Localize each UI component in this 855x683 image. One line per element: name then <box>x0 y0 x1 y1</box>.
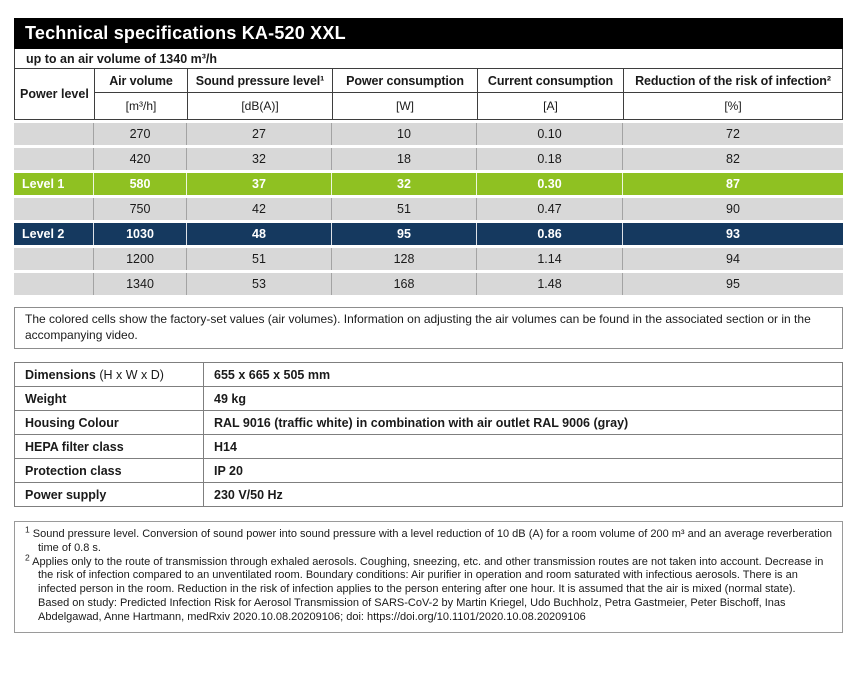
table-row <box>14 198 843 220</box>
detail-value: RAL 9016 (traffic white) in combination with air outlet RAL 9006 (gray) <box>204 411 843 435</box>
value-cell: 48 <box>187 223 332 245</box>
note-box <box>14 307 843 349</box>
column-header: Air volume <box>95 69 188 93</box>
value-cell: 0.18 <box>477 148 623 170</box>
performance-table <box>14 69 843 295</box>
value-cell: 42 <box>187 198 332 220</box>
power-level-cell <box>14 198 94 220</box>
subtitle-row <box>14 49 843 69</box>
details-table <box>14 362 843 507</box>
value-cell: 18 <box>332 148 477 170</box>
footnote-marker: 2 <box>25 551 30 562</box>
value-cell: 27 <box>187 123 332 145</box>
value-cell: 270 <box>94 123 187 145</box>
detail-row <box>15 363 843 387</box>
table-row <box>14 123 843 145</box>
detail-value: 655 x 665 x 505 mm <box>204 363 843 387</box>
unit-cell: [%] <box>624 93 843 120</box>
detail-label-text: HEPA filter class <box>25 439 124 454</box>
value-cell: 10 <box>332 123 477 145</box>
power-level-cell <box>14 273 94 295</box>
footnotes-box <box>14 521 843 633</box>
value-cell: 53 <box>187 273 332 295</box>
power-level-cell: Level 1 <box>14 173 94 195</box>
detail-label <box>15 411 204 435</box>
performance-table-body <box>14 123 843 295</box>
value-cell: 51 <box>187 248 332 270</box>
column-header: Power consumption <box>333 69 478 93</box>
value-cell: 51 <box>332 198 477 220</box>
unit-cell: [A] <box>478 93 624 120</box>
detail-row <box>15 387 843 411</box>
value-cell: 95 <box>332 223 477 245</box>
detail-row <box>15 483 843 507</box>
detail-value: IP 20 <box>204 459 843 483</box>
value-cell: 128 <box>332 248 477 270</box>
column-header: Current consumption <box>478 69 624 93</box>
detail-value: H14 <box>204 435 843 459</box>
value-cell: 1.14 <box>477 248 623 270</box>
value-cell: 95 <box>726 277 740 291</box>
footnote-reference: Based on study: Predicted Infection Risk for Aerosol Transmission of SARS-CoV-2 by Martin Kriegel, Udo Buchholz, Petra Gastmeier, Peter Bischoff, Inas Abdelgawad, Anne Hartmann, medRxiv 2020.10.08.20209106; doi: https://doi.org/10.1101/2020.10.08.20209106 <box>38 596 786 623</box>
detail-label <box>15 387 204 411</box>
detail-label <box>15 483 204 507</box>
detail-row <box>15 411 843 435</box>
table-row <box>14 248 843 270</box>
value-cell: 32 <box>332 173 477 195</box>
detail-value: 49 kg <box>204 387 843 411</box>
detail-label-text: Protection class <box>25 463 122 478</box>
value-cell: 90 <box>726 202 740 216</box>
detail-row <box>15 459 843 483</box>
value-cell: 0.30 <box>477 173 623 195</box>
value-cell: 1030 <box>94 223 187 245</box>
detail-label-text: Weight <box>25 391 67 406</box>
value-cell: 93 <box>726 227 740 241</box>
column-header: Sound pressure level¹ <box>188 69 333 93</box>
power-level-cell: Level 2 <box>14 223 94 245</box>
value-cell: 32 <box>187 148 332 170</box>
unit-cell: [m³/h] <box>95 93 188 120</box>
page-subtitle: up to an air volume of 1340 m³/h <box>26 51 218 66</box>
detail-label-text: Power supply <box>25 487 107 502</box>
footnote: $^1$ Sound pressure level. Conversion of sound power into sound pressure with a level reduction of 10 dB (A) for a room volume of 200 m³ and an average reverberation time of 0.8 s. <box>25 524 832 554</box>
value-cell: 37 <box>187 173 332 195</box>
table-row <box>14 273 843 295</box>
detail-label <box>15 459 204 483</box>
value-cell: 1340 <box>94 273 187 295</box>
value-cell: 0.86 <box>477 223 623 245</box>
value-cell: 87 <box>726 177 740 191</box>
value-cell: 750 <box>94 198 187 220</box>
title-bar <box>14 18 843 49</box>
power-level-cell <box>14 123 94 145</box>
table-row <box>14 223 843 245</box>
detail-row <box>15 435 843 459</box>
page-title: Technical specifications KA-520 XXL <box>25 23 346 43</box>
column-header: Reduction of the risk of infection² <box>624 69 843 93</box>
value-cell: 0.47 <box>477 198 623 220</box>
value-cell: 580 <box>94 173 187 195</box>
note-text: The colored cells show the factory-set values (air volumes). Information on adjusting the air volumes can be found in the associated section or in the accompanying video. <box>25 312 811 342</box>
value-cell: 0.10 <box>477 123 623 145</box>
value-cell: 420 <box>94 148 187 170</box>
footnote-marker: 1 <box>25 524 30 535</box>
value-cell: 72 <box>726 127 740 141</box>
value-cell: 1.48 <box>477 273 623 295</box>
spec-sheet-page <box>14 18 843 633</box>
detail-label-suffix: (H x W x D) <box>95 367 164 382</box>
details-table-body <box>15 363 843 507</box>
unit-cell: [dB(A)] <box>188 93 333 120</box>
performance-table-header <box>14 69 843 120</box>
detail-label-text: Dimensions <box>25 367 96 382</box>
value-cell: 168 <box>332 273 477 295</box>
power-level-cell <box>14 248 94 270</box>
detail-value: 230 V/50 Hz <box>204 483 843 507</box>
detail-label <box>15 435 204 459</box>
unit-cell: [W] <box>333 93 478 120</box>
value-cell: 94 <box>726 252 740 266</box>
value-cell: 82 <box>726 152 740 166</box>
detail-label-text: Housing Colour <box>25 415 119 430</box>
table-row <box>14 148 843 170</box>
value-cell: 1200 <box>94 248 187 270</box>
column-header-power-level: Power level <box>15 69 95 120</box>
footnote: $^2$ Applies only to the route of transmission through exhaled aerosols. Coughing, sneezing, etc. and other transmission routes are not taken into account. Decrease in the risk of infection compared to an unventilated room. Boundary conditions: Air purifier in operation and room saturated with infectious aerosols. There is an infected person in the room. Reduction in the risk of infection applies to the person entering after one hour. It is assumed that the air is mixed (normal state). <box>25 551 824 596</box>
table-row <box>14 173 843 195</box>
power-level-cell <box>14 148 94 170</box>
detail-label <box>15 363 204 387</box>
